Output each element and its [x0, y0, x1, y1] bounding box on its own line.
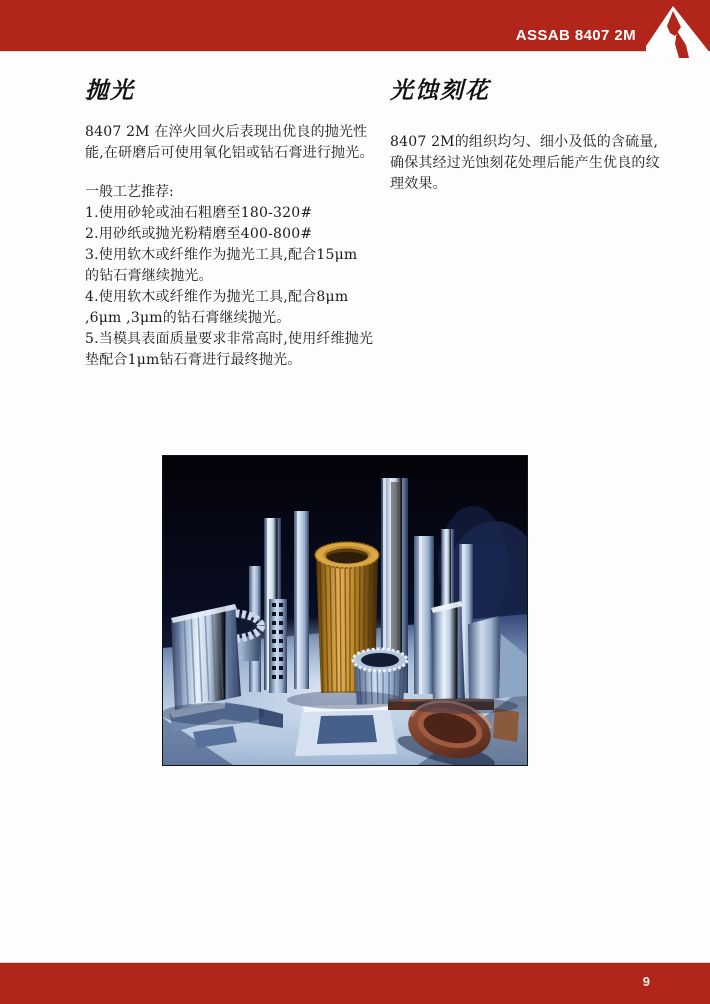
header-bar	[0, 0, 710, 52]
section-heading-photo-etching: 光蚀刻花	[390, 77, 490, 104]
shadow	[163, 703, 265, 725]
corrugated-shell	[171, 604, 241, 710]
front-centre-profile	[295, 704, 397, 756]
list-item: 2.用砂纸或抛光粉精磨至400-800#	[85, 226, 313, 242]
page-number: 9	[642, 974, 650, 989]
photo-etching-paragraph: 8407 2M的组织均匀、细小及低的含硫量, 确保其经过光蚀刻花处理后能产生优良的纹理效果。	[390, 134, 660, 192]
footer-bar	[0, 962, 710, 1004]
list-item: 3.使用软木或纤维作为抛光工具,配合15μm 的钻石膏继续抛光。	[85, 247, 358, 284]
section-polishing	[85, 76, 375, 371]
list-item: 4.使用软木或纤维作为抛光工具,配合8μm ,6μm ,3μm的钻石膏继续抛光。	[85, 289, 349, 326]
shadow	[287, 691, 403, 709]
polishing-paragraph: 8407 2M 在淬火回火后表现出优良的抛光性能,在研磨后可使用氧化铝或钻石膏进行抛光。	[85, 124, 374, 161]
list-item: 5.当模具表面质量要求非常高时,使用纤维抛光垫配合1μm钻石膏进行最终抛光。	[85, 331, 374, 368]
product-photo	[162, 455, 528, 766]
product-photo-illustration	[163, 456, 527, 765]
assab-logo-icon	[646, 0, 710, 58]
list-item: 1.使用砂轮或油石粗磨至180-320#	[85, 205, 313, 221]
shadow	[408, 698, 518, 714]
perforated-strip	[269, 599, 287, 693]
header-title: ASSAB 8407 2M	[515, 27, 636, 44]
section-heading-polishing: 抛光	[85, 77, 135, 104]
process-list-intro: 一般工艺推荐:	[85, 184, 174, 200]
copper-piece-small	[493, 708, 519, 742]
section-photo-etching	[390, 76, 672, 195]
